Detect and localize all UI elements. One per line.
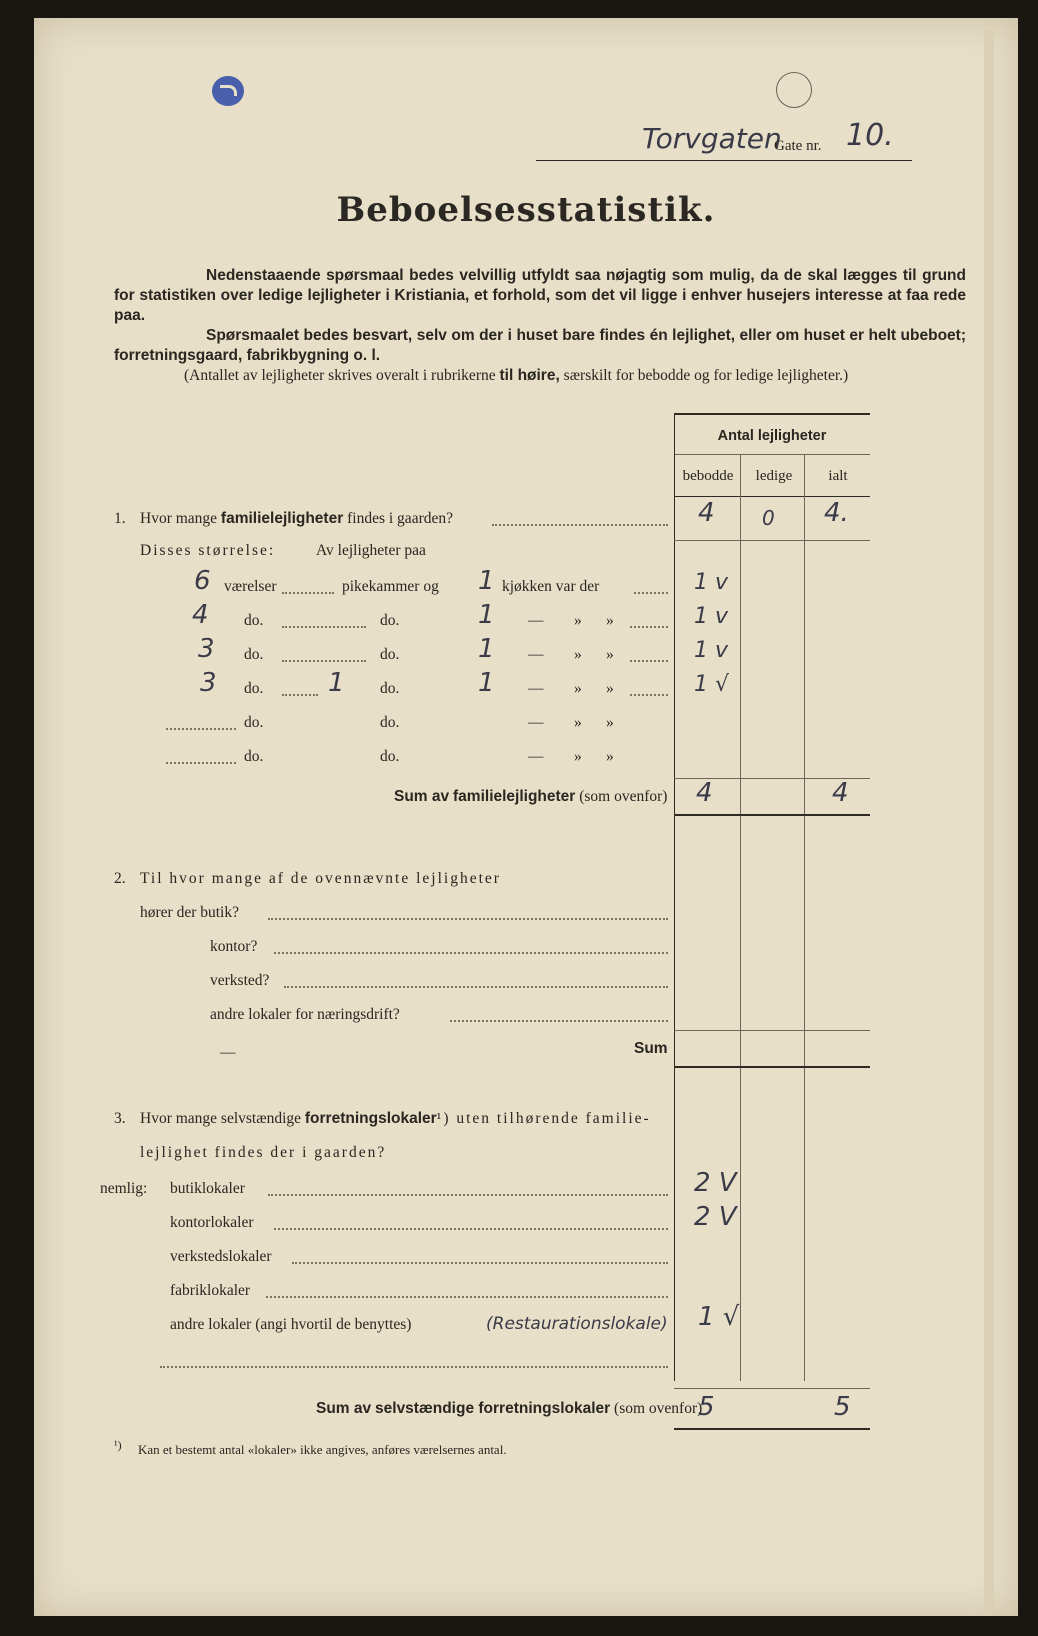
q1-sum-ialt: 4 xyxy=(832,778,849,808)
q2-sum-top-rule xyxy=(674,1030,870,1031)
q1-sizes-label: Disses størrelse: xyxy=(140,542,276,559)
q1-number: 1. xyxy=(114,510,126,527)
size-row-dash: — xyxy=(528,646,544,663)
q2-sum-label: Sum xyxy=(634,1040,668,1057)
size-row-rooms: 3 xyxy=(200,668,217,698)
q3-text-a: Hvor mange selvstændige xyxy=(140,1110,302,1127)
footnote-text: Kan et bestemt antal «lokaler» ikke angives, anføres værelsernes antal. xyxy=(138,1442,507,1457)
size-row-do: do. xyxy=(244,714,264,731)
size-row-dash: — xyxy=(528,714,544,731)
intro-paragraph-3 xyxy=(114,366,966,386)
size-row-do-2: do. xyxy=(380,748,400,765)
table-left-border xyxy=(674,413,675,1381)
size-row-dash: — xyxy=(528,612,544,629)
q1-text-c: findes i gaarden? xyxy=(347,510,453,527)
size-row-pikekammer: pikekammer og xyxy=(342,578,439,595)
q2-verksted: verksted? xyxy=(210,972,270,989)
q2-butik-dots xyxy=(268,918,668,920)
size-row-do-2: do. xyxy=(380,680,400,697)
size-row-quote-2: » xyxy=(606,748,614,765)
q1-ialt-value: 4. xyxy=(824,498,849,528)
size-row-quote-2: » xyxy=(606,680,614,697)
size-row-vaerelser: værelser xyxy=(224,578,277,595)
size-row-do: do. xyxy=(244,748,264,765)
q3-text-c: ¹) uten tilhørende familie- xyxy=(436,1110,651,1127)
footnote-mark: ¹) xyxy=(114,1438,122,1452)
size-row-kitchen: 1 xyxy=(478,600,495,630)
size-row-do-2: do. xyxy=(380,646,400,663)
q3-sum-bottom-rule xyxy=(674,1428,870,1430)
size-row-dots-end xyxy=(630,694,668,696)
gate-number: 10. xyxy=(846,118,894,153)
size-row-do-2: do. xyxy=(380,612,400,629)
q3-kontor-value: 2 V xyxy=(694,1202,737,1232)
size-row-do: do. xyxy=(244,646,264,663)
q3-kontor-dots xyxy=(274,1228,668,1230)
size-row-dots xyxy=(282,694,318,696)
q3-sum-top-rule xyxy=(674,1388,870,1389)
q1-row-rule xyxy=(674,540,870,541)
table-group-header: Antal lejligheter xyxy=(717,428,827,444)
q2-verksted-dots xyxy=(284,986,668,988)
col-header-ledige: ledige xyxy=(755,468,793,484)
q1-sum-label xyxy=(394,788,667,806)
q2-dash-mark: — xyxy=(220,1044,236,1061)
q2-kontor: kontor? xyxy=(210,938,258,955)
col-header-bebodde: bebodde xyxy=(682,468,734,484)
intro-p3-a: (Antallet av lejligheter skrives overalt i rubrikerne xyxy=(184,367,496,384)
table-top-rule xyxy=(674,413,870,415)
size-row-quote-2: » xyxy=(606,646,614,663)
q3-andre-label: andre lokaler (angi hvortil de benyttes) xyxy=(170,1316,412,1333)
size-row-rooms: 3 xyxy=(198,634,215,664)
size-row-dash: — xyxy=(528,680,544,697)
size-row-kitchen: 1 xyxy=(478,634,495,664)
table-col-divider-2 xyxy=(804,454,805,1381)
q3-sum-b: selvstændige forretningslokaler xyxy=(375,1400,611,1417)
q1-sum-c: (som ovenfor) xyxy=(579,788,668,805)
size-row-do-2: do. xyxy=(380,714,400,731)
q1-sizes-sub: Av lejligheter paa xyxy=(316,542,426,559)
intro-p3-c: særskilt for bebodde og for ledige lejligheter.) xyxy=(563,367,849,384)
size-row-quote: » xyxy=(574,714,582,731)
q2-question: Til hvor mange af de ovennævnte lejligheter xyxy=(140,870,501,887)
q3-blank-dots xyxy=(160,1366,668,1368)
blue-stamp-icon xyxy=(212,76,244,106)
q3-verksted-label: verkstedslokaler xyxy=(170,1248,272,1265)
size-row-dots xyxy=(282,592,334,594)
q3-nemlig: nemlig: xyxy=(100,1180,148,1197)
q2-andre: andre lokaler for næringsdrift? xyxy=(210,1006,400,1023)
q3-butik-dots xyxy=(268,1194,668,1196)
q3-sum-c: (som ovenfor) xyxy=(614,1400,703,1417)
size-row-rooms-dots xyxy=(166,728,236,730)
street-name-handwritten: Torvgaten xyxy=(642,122,782,155)
q2-sum-bottom-rule xyxy=(674,1066,870,1068)
q3-sum-bebodde: 5 xyxy=(698,1392,715,1422)
table-header-bottom-rule xyxy=(674,496,870,497)
q3-fabrik-label: fabriklokaler xyxy=(170,1282,251,1299)
page-title: Beboelsesstatistik. xyxy=(336,190,716,230)
intro-paragraph-1: Nedenstaaende spørsmaal bedes velvillig utfyldt saa nøjagtig som mulig, da de skal lægges til grund for statistiken over ledige lejligheter i Kristiania, et forhold, som det vil ligge i enhver husejers interesse at faa rede paa. xyxy=(114,267,966,324)
size-row-kitchen: 1 xyxy=(478,566,495,596)
size-row-quote-2: » xyxy=(606,612,614,629)
q3-question-line-2: lejlighet findes der i gaarden? xyxy=(140,1144,387,1161)
size-row-bebodde: 1 v xyxy=(694,638,729,663)
size-row-quote-2: » xyxy=(606,714,614,731)
q3-fabrik-dots xyxy=(266,1296,668,1298)
size-row-bebodde: 1 v xyxy=(694,570,729,595)
q3-andre-handwritten: (Restaurationslokale) xyxy=(486,1314,668,1334)
table-subheader-rule xyxy=(674,454,870,455)
q3-question xyxy=(140,1110,651,1128)
q3-text-b: forretningslokaler xyxy=(304,1110,437,1127)
q3-sum-label xyxy=(316,1400,702,1418)
form-sheet xyxy=(34,18,1018,1616)
size-row-dots-end xyxy=(630,626,668,628)
q1-sum-bebodde: 4 xyxy=(696,778,713,808)
q3-butik-label: butiklokaler xyxy=(170,1180,245,1197)
size-row-rooms: 4 xyxy=(192,600,209,630)
q2-number: 2. xyxy=(114,870,126,887)
col-header-ialt: ialt xyxy=(828,468,848,484)
q1-ledige-value: 0 xyxy=(762,506,775,530)
q1-question xyxy=(140,510,453,528)
q3-sum-a: Sum av xyxy=(316,1400,372,1417)
intro-paragraph-2: Spørsmaalet bedes besvart, selv om der i huset bare findes én lejlighet, eller om huset er helt ubeboet; forretningsgaard, fabrikbygning o. l. xyxy=(114,327,966,364)
size-row-kitchen: 1 xyxy=(478,668,495,698)
q1-text-a: Hvor mange xyxy=(140,510,218,527)
paper-edge xyxy=(984,30,994,1610)
size-row-quote: » xyxy=(574,612,582,629)
size-row-kjokken: kjøkken var der xyxy=(502,578,600,595)
size-row-rooms-dots xyxy=(166,762,236,764)
size-row-do: do. xyxy=(244,612,264,629)
intro-p3-bold: til høire, xyxy=(499,367,560,384)
q2-butik: hører der butik? xyxy=(140,904,239,921)
q1-dots xyxy=(492,524,668,526)
q2-kontor-dots xyxy=(274,952,668,954)
size-row-dots xyxy=(282,660,366,662)
q3-number: 3. xyxy=(114,1110,126,1127)
size-row-quote: » xyxy=(574,646,582,663)
size-row-dots-end xyxy=(630,660,668,662)
size-row-dots-end xyxy=(634,592,668,594)
size-row-dots xyxy=(282,626,366,628)
gate-nr-label: Gate nr. xyxy=(774,138,822,154)
q1-bebodde-value: 4 xyxy=(698,498,715,528)
size-row-quote: » xyxy=(574,748,582,765)
size-row-dash: — xyxy=(528,748,544,765)
q3-andre-value: 1 √ xyxy=(698,1302,740,1332)
q2-andre-dots xyxy=(450,1020,668,1022)
size-row-bebodde: 1 √ xyxy=(694,672,730,697)
q1-sum-a: Sum av xyxy=(394,788,450,805)
q1-sum-bottom-rule xyxy=(674,814,870,816)
q3-kontor-label: kontorlokaler xyxy=(170,1214,254,1231)
size-row-quote: » xyxy=(574,680,582,697)
q1-sum-b: familielejligheter xyxy=(453,788,576,805)
q3-sum-ialt: 5 xyxy=(834,1392,851,1422)
size-row-rooms: 6 xyxy=(194,566,211,596)
size-row-bebodde: 1 v xyxy=(694,604,729,629)
pencil-circle-mark xyxy=(776,72,812,108)
size-row-pike: 1 xyxy=(328,668,345,698)
gate-underline xyxy=(536,160,912,161)
size-row-do: do. xyxy=(244,680,264,697)
table-col-divider-1 xyxy=(740,454,741,1381)
q3-verksted-dots xyxy=(292,1262,668,1264)
q3-butik-value: 2 V xyxy=(694,1168,737,1198)
q1-text-b: familielejligheter xyxy=(220,510,344,527)
